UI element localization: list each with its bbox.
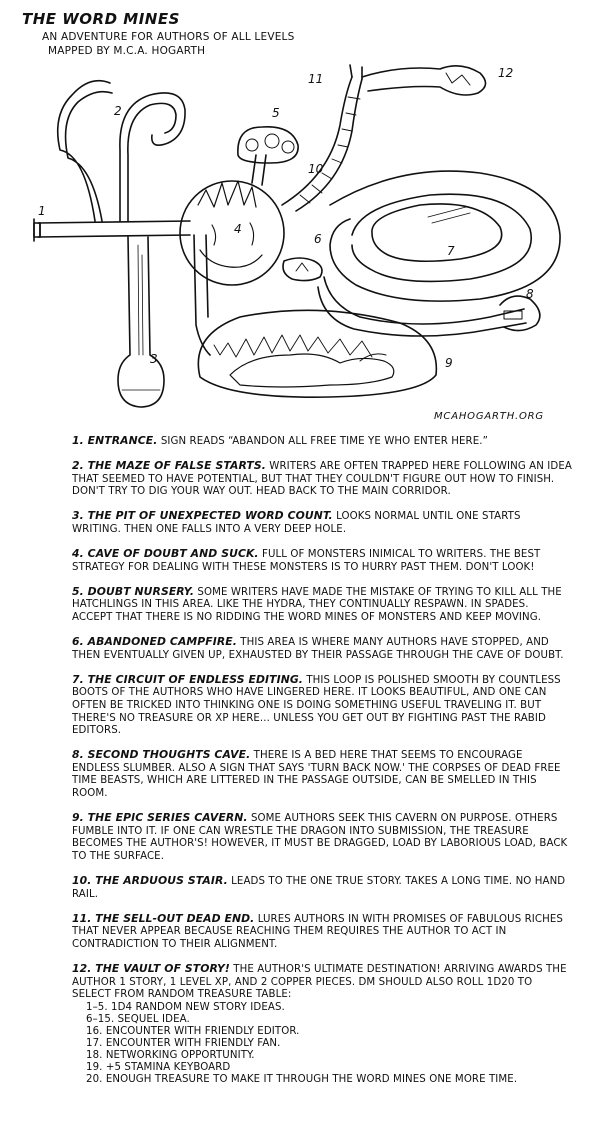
- credit-url: MCAHOGARTH.ORG: [434, 411, 544, 422]
- legend-entry-2: 2. THE MAZE OF FALSE STARTS. WRITERS ARE OFTEN TRAPPED HERE FOLLOWING AN IDEA THAT SEEMED TO HAVE POTENTIAL, BUT THAT THEY COULDN'T FIGURE OUT HOW TO FINISH. DON'T TRY TO DIG YOUR WAY OUT. HEAD BACK TO THE MAIN CORRIDOR.: [72, 459, 572, 498]
- location-number-12: 12: [498, 66, 514, 80]
- legend-entry-9: 9. THE EPIC SERIES CAVERN. SOME AUTHORS SEEK THIS CAVERN ON PURPOSE. OTHERS FUMBLE INTO IT. IF ONE CAN WRESTLE THE DRAGON INTO SUBMISSION, THE TREASURE BECOMES THE AUTHOR'S! HOWEVER, IT MUST BE DRAGGED, LOAD BY LABORIOUS LOAD, BACK TO THE SURFACE.: [72, 811, 568, 862]
- sell-out-dead-end: [350, 65, 362, 79]
- treasure-item: 16. ENCOUNTER WITH FRIENDLY EDITOR.: [86, 1025, 300, 1037]
- location-number-7: 7: [447, 244, 455, 258]
- legend-entry-6: 6. ABANDONED CAMPFIRE. THIS AREA IS WHERE MANY AUTHORS HAVE STOPPED, AND THEN EVENTUALLY GIVEN UP, EXHAUSTED BY THEIR PASSAGE THROUGH THE CAVE OF DOUBT.: [72, 635, 564, 661]
- location-number-10: 10: [308, 162, 324, 176]
- page-title: THE WORD MINES: [22, 10, 180, 28]
- location-number-8: 8: [526, 287, 534, 301]
- legend-entry-11: 11. THE SELL-OUT DEAD END. LURES AUTHORS IN WITH PROMISES OF FABULOUS RICHES THAT NEVER APPEAR BECAUSE REACHING THEM REQUIRES THE AUTHOR TO ACT IN CONTRADICTION TO THEIR ALIGNMENT.: [72, 911, 563, 950]
- legend-entry-4: 4. CAVE OF DOUBT AND SUCK. FULL OF MONSTERS INIMICAL TO WRITERS. THE BEST STRATEGY FOR DEALING WITH THESE MONSTERS IS TO HURRY PAST THEM. DON'T LOOK!: [72, 547, 541, 573]
- treasure-table: [72, 1002, 572, 1086]
- dragon: [230, 354, 394, 387]
- legend-entry-7: 7. THE CIRCUIT OF ENDLESS EDITING. THIS LOOP IS POLISHED SMOOTH BY COUNTLESS BOOTS OF THE AUTHORS WHO HAVE LINGERED HERE. IT LOOKS BEAUTIFUL, AND ONE CAN OFTEN BE TRICKED INTO THINKING ONE IS DOING SOMETHING USEFUL TRAVELING IT. BUT THERE'S NO TREASURE OR XP HERE... UNLESS YOU GET OUT BY FIGHTING PAST THE RABID EDITORS.: [72, 672, 561, 737]
- location-number-5: 5: [272, 106, 280, 120]
- treasure-item: 17. ENCOUNTER WITH FRIENDLY FAN.: [86, 1037, 281, 1049]
- legend-entry-10: 10. THE ARDUOUS STAIR. LEADS TO THE ONE TRUE STORY. TAKES A LONG TIME. NO HAND RAIL.: [72, 873, 566, 900]
- mine-map: [0, 55, 600, 425]
- subtitle: [42, 30, 294, 58]
- doubt-nursery: [238, 127, 298, 163]
- subtitle-line-2: MAPPED BY M.C.A. HOGARTH: [48, 45, 206, 57]
- treasure-item: 1–5. 1D4 RANDOM NEW STORY IDEAS.: [86, 1001, 285, 1013]
- treasure-item: 19. +5 STAMINA KEYBOARD: [86, 1061, 231, 1073]
- location-number-3: 3: [150, 352, 158, 366]
- location-number-9: 9: [445, 356, 453, 370]
- entrance-door: [34, 223, 40, 237]
- location-number-1: 1: [38, 204, 46, 218]
- legend: [72, 435, 572, 1097]
- maze-of-false-starts: [120, 93, 185, 221]
- legend-entry-12: 12. THE VAULT OF STORY! THE AUTHOR'S ULTIMATE DESTINATION! ARRIVING AWARDS THE AUTHOR 1 STORY, 1 LEVEL XP, AND 2 COPPER PIECES. DM SHOULD ALSO ROLL 1D20 TO SELECT FROM RANDOM TREASURE TABLE: 1–5. 1D4 RANDOM NEW STORY IDEAS. 6–15. SEQUEL IDEA. 16. ENCOUNTER WITH FRIENDLY EDITOR. 17. ENCOUNTER WITH FRIENDLY FAN. 18. NETWORKING OPPORTUNITY. 19. +5 STAMINA KEYBOARD 20. ENOUGH TREASURE TO MAKE IT THROUGH THE WORD MINES ONE MORE TIME.: [72, 963, 572, 1086]
- subtitle-line-1: AN ADVENTURE FOR AUTHORS OF ALL LEVELS: [42, 31, 295, 43]
- abandoned-campfire: [283, 258, 322, 281]
- main-corridor: [38, 221, 190, 237]
- location-numbers: [38, 66, 534, 370]
- location-number-11: 11: [308, 72, 324, 86]
- location-number-6: 6: [314, 232, 322, 246]
- legend-entry-8: 8. SECOND THOUGHTS CAVE. THERE IS A BED HERE THAT SEEMS TO ENCOURAGE ENDLESS SLUMBER. ALSO A SIGN THAT SAYS 'TURN BACK NOW.' THE CORPSES OF DEAD FREE TIME BEASTS, WHICH ARE LITTERED IN THE PASSAGE OUTSIDE, CAN BE SMELLED IN THIS ROOM.: [72, 748, 561, 799]
- treasure-item: 18. NETWORKING OPPORTUNITY.: [86, 1049, 255, 1061]
- legend-entry-5: 5. DOUBT NURSERY. SOME WRITERS HAVE MADE THE MISTAKE OF TRYING TO KILL ALL THE HATCHLINGS IN THIS AREA. LIKE THE HYDRA, THEY CONTINUALLY RESPAWN. IN SPADES. ACCEPT THAT THERE IS NO RIDDING THE WORD MINES OF MONSTERS AND KEEP MOVING.: [72, 584, 562, 623]
- vault-of-story: [362, 66, 486, 95]
- treasure-item: 6–15. SEQUEL IDEA.: [86, 1013, 190, 1025]
- location-number-4: 4: [234, 222, 242, 236]
- location-number-2: 2: [114, 104, 122, 118]
- legend-entry-3: 3. THE PIT OF UNEXPECTED WORD COUNT. LOOKS NORMAL UNTIL ONE STARTS WRITING. THEN ONE FALLS INTO A VERY DEEP HOLE.: [72, 509, 521, 535]
- legend-entry-1: 1. ENTRANCE. SIGN READS “ABANDON ALL FREE TIME YE WHO ENTER HERE.”: [72, 434, 488, 447]
- pit-of-word-count: [118, 237, 164, 407]
- treasure-item: 20. ENOUGH TREASURE TO MAKE IT THROUGH THE WORD MINES ONE MORE TIME.: [86, 1073, 518, 1085]
